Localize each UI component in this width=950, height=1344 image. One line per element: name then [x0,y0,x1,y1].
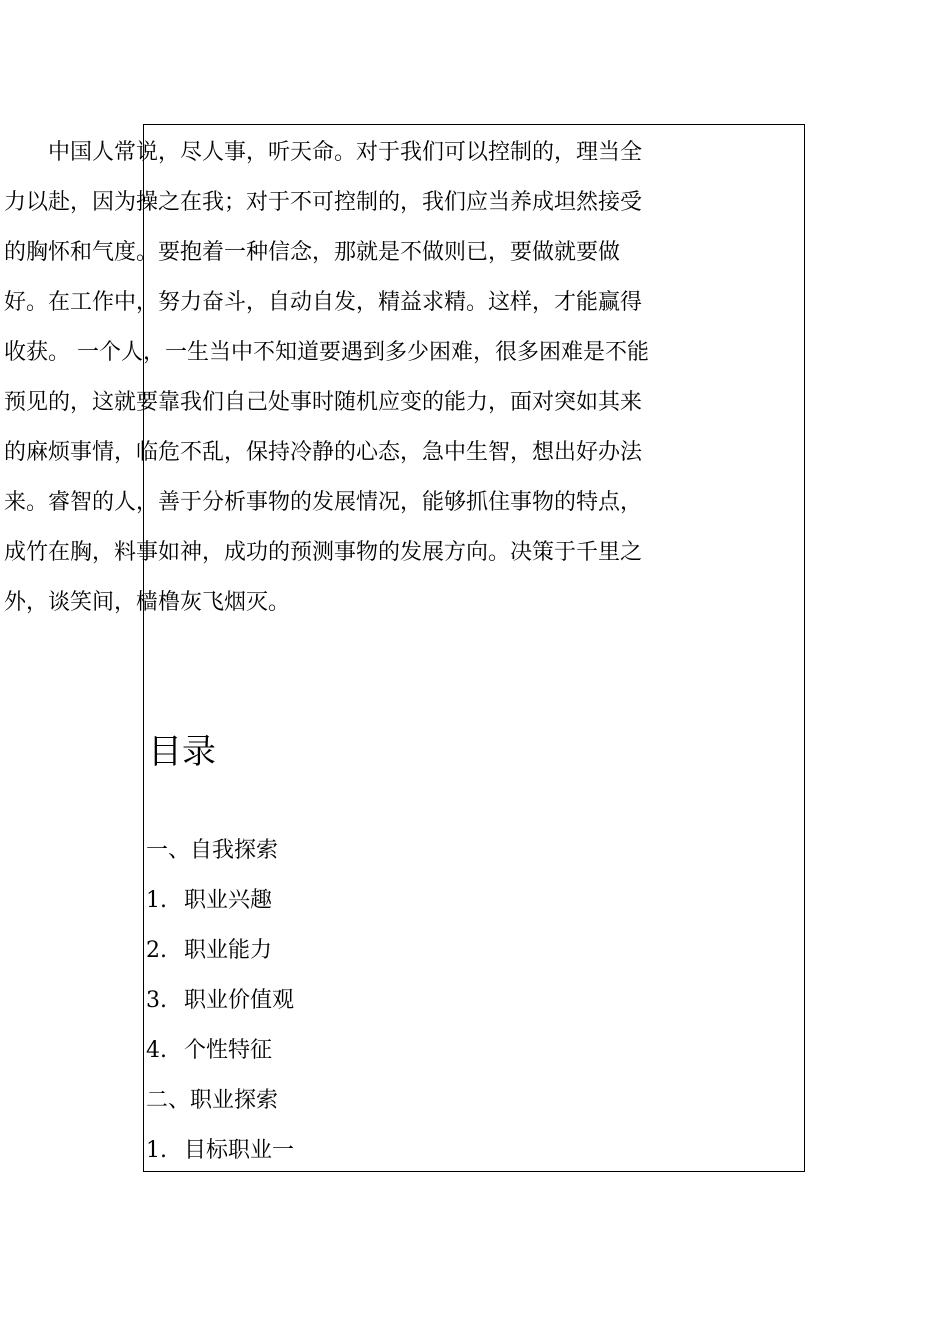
toc-item-text: 个性特征 [184,1038,273,1063]
toc-item[interactable] [146,1076,746,1126]
toc-item[interactable] [146,1026,746,1076]
paragraph-line: 的麻烦事情，临危不乱，保持冷静的心态，急中生智，想出好办法 [4,440,643,465]
toc-item-text: 职业兴趣 [184,888,273,913]
paragraph-line: 来。睿智的人，善于分析事物的发展情况，能够抓住事物的特点， [4,490,643,515]
body-paragraph [4,128,666,628]
toc-item-text: 二、职业探索 [146,1088,279,1113]
paragraph-line: 的胸怀和气度。要抱着一种信念，那就是不做则已，要做就要做 [4,240,621,265]
toc-item-text: 目标职业一 [184,1138,295,1163]
toc-item-number: 4. [146,1038,167,1063]
toc-item[interactable] [146,976,746,1026]
toc-title: 目录 [148,732,216,772]
toc-item[interactable] [146,876,746,926]
toc-item-number: 3. [146,988,167,1013]
toc-item-number: 2. [146,938,167,963]
paragraph-line: 收获。 一个人，一生当中不知道要遇到多少困难，很多困难是不能 [4,340,649,365]
toc-item-number: 1. [146,888,167,913]
toc-item[interactable] [146,1126,746,1176]
toc-item-number: 1. [146,1138,167,1163]
paragraph-line: 预见的，这就要靠我们自己处事时随机应变的能力，面对突如其来 [4,390,643,415]
toc-item-text: 职业能力 [184,938,273,963]
toc-item-text: 一、自我探索 [146,838,279,863]
paragraph-line: 成竹在胸，料事如神，成功的预测事物的发展方向。决策于千里之 [4,540,643,565]
toc-item[interactable] [146,826,746,876]
toc-item[interactable] [146,926,746,976]
paragraph-line: 外，谈笑间，樯橹灰飞烟灭。 [4,590,291,615]
toc-item-text: 职业价值观 [184,988,295,1013]
paragraph-line: 力以赴，因为操之在我；对于不可控制的，我们应当养成坦然接受 [4,190,643,215]
table-of-contents [146,826,746,1176]
paragraph-line: 中国人常说，尽人事，听天命。对于我们可以控制的，理当全 [48,140,643,165]
paragraph-line: 好。在工作中，努力奋斗，自动自发，精益求精。这样，才能赢得 [4,290,643,315]
